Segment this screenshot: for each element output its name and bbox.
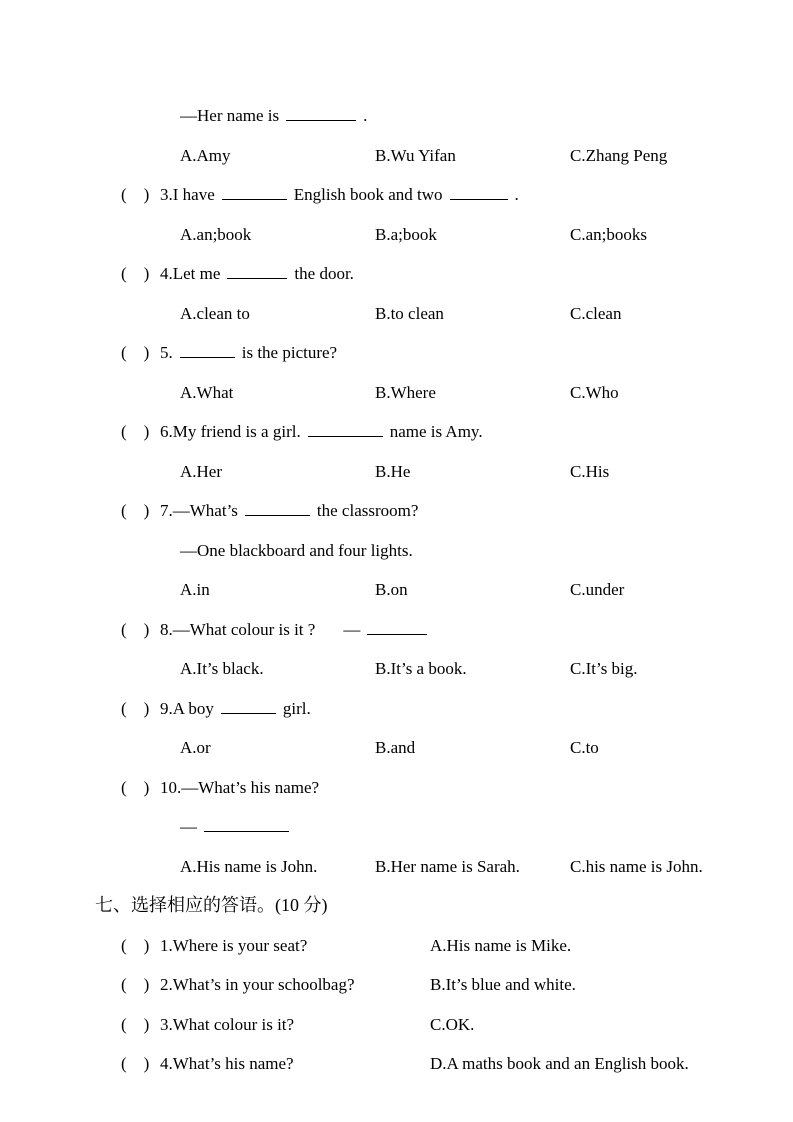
question-text: 4.Let me xyxy=(160,264,221,283)
option-c: C.Zhang Peng xyxy=(570,145,668,165)
section-header-row xyxy=(0,886,793,926)
blank-underline xyxy=(286,105,356,121)
options-row xyxy=(0,728,793,768)
answer-bracket: ( ) xyxy=(121,422,150,441)
blank-underline xyxy=(221,698,276,714)
option-b: B.Where xyxy=(375,382,436,402)
match-question-cell xyxy=(121,1005,430,1045)
option-b: B.It’s a book. xyxy=(375,659,467,678)
option-a: A.Her xyxy=(180,461,223,481)
match-question-cell xyxy=(121,1044,430,1084)
question-text: . xyxy=(514,185,519,204)
question-text: —Her name is xyxy=(180,106,280,125)
question-text: girl. xyxy=(282,698,311,718)
match-question: 2.What’s in your schoolbag? xyxy=(160,975,355,994)
question-row xyxy=(0,175,793,215)
question-row xyxy=(0,768,793,808)
answer-bracket: ( ) xyxy=(121,777,150,797)
answer-bracket: ( ) xyxy=(121,264,150,283)
question-text: — xyxy=(343,619,361,639)
question-2-answer-line xyxy=(0,96,793,136)
section-title: 七、选择相应的答语。(10 分) xyxy=(95,895,328,915)
question-text: — xyxy=(180,817,197,836)
question-row xyxy=(0,610,793,650)
blank-underline xyxy=(367,619,427,635)
option-b: B.to clean xyxy=(375,303,444,323)
option-c: C.his name is John. xyxy=(570,856,703,876)
option-c: C.under xyxy=(570,580,625,599)
options-row xyxy=(0,452,793,492)
option-b: B.He xyxy=(375,461,411,481)
match-row xyxy=(0,1005,793,1045)
question-text: 7.—What’s xyxy=(160,501,238,520)
match-question: 1.Where is your seat? xyxy=(160,935,308,955)
question-text: is the picture? xyxy=(241,343,338,362)
option-b: B.on xyxy=(375,580,408,599)
question-row xyxy=(0,491,793,531)
blank-underline xyxy=(245,500,310,516)
question-text: 3.I have xyxy=(160,185,215,204)
option-a: A.What xyxy=(180,382,234,402)
question-text: name is Amy. xyxy=(389,422,483,441)
options-row xyxy=(0,136,793,176)
option-a: A.in xyxy=(180,580,210,599)
blank-underline xyxy=(180,342,235,358)
question-text: 6.My friend is a girl. xyxy=(160,422,301,441)
question-text: 9.A boy xyxy=(160,698,214,718)
match-answer: D.A maths book and an English book. xyxy=(430,1054,689,1073)
option-c: C.clean xyxy=(570,303,622,323)
match-question-cell xyxy=(121,965,430,1005)
answer-bracket: ( ) xyxy=(121,1014,150,1034)
match-question-cell xyxy=(121,926,430,966)
question-10-answer-line xyxy=(0,807,793,847)
question-row xyxy=(0,333,793,373)
blank-underline xyxy=(308,421,383,437)
answer-bracket: ( ) xyxy=(121,619,150,639)
option-c: C.an;books xyxy=(570,224,647,244)
question-7-answer-line xyxy=(0,531,793,571)
question-text: the door. xyxy=(294,264,354,283)
question-text: English book and two xyxy=(293,185,443,204)
options-row xyxy=(0,847,793,887)
option-a: A.Amy xyxy=(180,145,231,165)
options-row xyxy=(0,373,793,413)
match-question: 4.What’s his name? xyxy=(160,1054,294,1073)
question-text: the classroom? xyxy=(316,501,419,520)
blank-underline xyxy=(450,184,508,200)
option-b: B.and xyxy=(375,738,416,757)
answer-bracket: ( ) xyxy=(121,1054,150,1073)
match-answer: A.His name is Mike. xyxy=(430,935,572,955)
question-text: 8.—What colour is it ? xyxy=(160,619,316,639)
match-answer: B.It’s blue and white. xyxy=(430,975,576,994)
option-a: A.an;book xyxy=(180,224,252,244)
option-c: C.It’s big. xyxy=(570,659,638,678)
blank-underline xyxy=(227,263,287,279)
option-b: B.Wu Yifan xyxy=(375,145,456,165)
answer-bracket: ( ) xyxy=(121,185,150,204)
question-text: —One blackboard and four lights. xyxy=(180,540,413,560)
match-answer: C.OK. xyxy=(430,1014,475,1034)
question-text: 10.—What’s his name? xyxy=(160,777,320,797)
question-row xyxy=(0,689,793,729)
option-c: C.His xyxy=(570,461,610,481)
option-a: A.It’s black. xyxy=(180,659,264,678)
blank-underline xyxy=(222,184,287,200)
option-b: B.Her name is Sarah. xyxy=(375,856,520,876)
options-row xyxy=(0,294,793,334)
option-a: A.or xyxy=(180,738,211,757)
match-row xyxy=(0,1044,793,1084)
option-c: C.Who xyxy=(570,382,619,402)
question-row xyxy=(0,412,793,452)
option-a: A.clean to xyxy=(180,303,250,323)
question-text: . xyxy=(363,106,368,125)
option-c: C.to xyxy=(570,738,599,757)
match-row xyxy=(0,965,793,1005)
blank-underline xyxy=(204,816,289,832)
answer-bracket: ( ) xyxy=(121,698,150,718)
answer-bracket: ( ) xyxy=(121,975,150,994)
option-a: A.His name is John. xyxy=(180,856,318,876)
answer-bracket: ( ) xyxy=(121,343,150,362)
options-row xyxy=(0,649,793,689)
option-b: B.a;book xyxy=(375,224,437,244)
match-row xyxy=(0,926,793,966)
answer-bracket: ( ) xyxy=(121,501,150,520)
answer-bracket: ( ) xyxy=(121,935,150,955)
question-text: 5. xyxy=(160,343,173,362)
options-row xyxy=(0,570,793,610)
options-row xyxy=(0,215,793,255)
question-row xyxy=(0,254,793,294)
match-question: 3.What colour is it? xyxy=(160,1014,295,1034)
